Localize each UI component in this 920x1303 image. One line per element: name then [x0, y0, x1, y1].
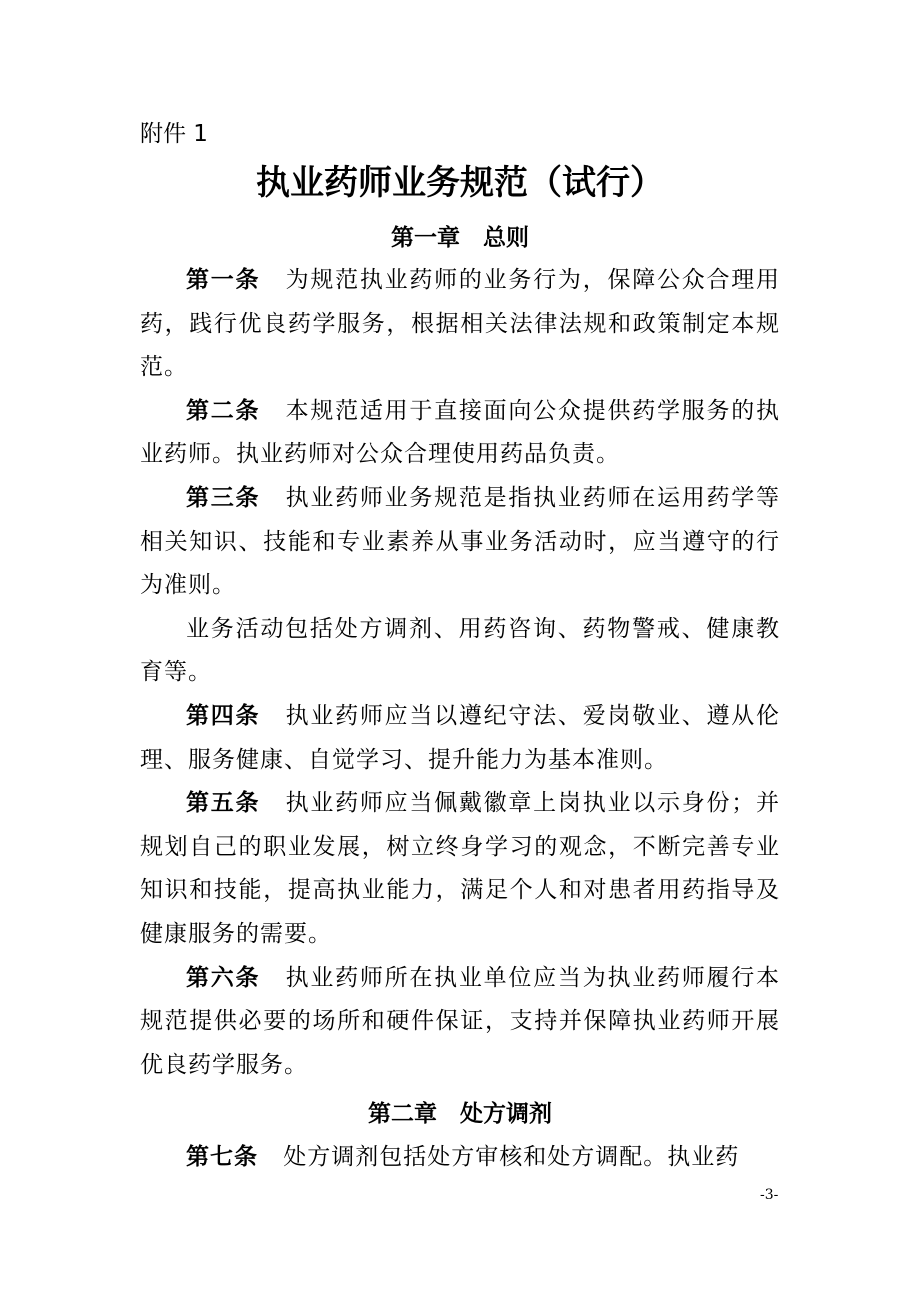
article-label: 第一条: [186, 267, 261, 293]
chapter-1-heading: 第一章 总则: [391, 225, 529, 251]
article-label: 第四条: [186, 702, 261, 729]
article-6: [140, 957, 780, 1088]
article-text: 执业药师应当佩戴徽章上岗执业以示身份；并规划自己的职业发展，树立终身学习的观念，不断完善专业知识和技能，提高执业能力，满足个人和对患者用药指导及健康服务的需要。: [140, 790, 781, 947]
chapter-1-body: [140, 259, 780, 1087]
article-2: [140, 390, 780, 477]
article-5: [140, 782, 780, 956]
article-label: 第六条: [186, 964, 261, 991]
article-3-continuation: [140, 608, 780, 695]
article-4: [140, 695, 780, 782]
article-text: 业务活动包括处方调剂、用药咨询、药物警戒、健康教育等。: [140, 615, 780, 686]
article-text: 本规范适用于直接面向公众提供药学服务的执业药师。执业药师对公众合理使用药品负责。: [140, 397, 781, 468]
article-text: 处方调剂包括处方审核和处方调配。执业药: [283, 1144, 740, 1170]
article-3: [140, 477, 780, 608]
chapter-2-heading: 第二章 处方调剂: [368, 1101, 552, 1127]
article-7: [140, 1136, 780, 1180]
article-text: 执业药师所在执业单位应当为执业药师履行本规范提供必要的场所和硬件保证，支持并保障执业药师开展优良药学服务。: [140, 964, 781, 1078]
article-label: 第五条: [186, 790, 261, 817]
attachment-label: 附件 1: [140, 121, 208, 147]
chapter-2-body: [140, 1136, 780, 1180]
article-text: 执业药师应当以遵纪守法、爱岗敬业、遵从伦理、服务健康、自觉学习、提升能力为基本准则。: [140, 702, 781, 773]
article-text: 为规范执业药师的业务行为，保障公众合理用药，践行优良药学服务，根据相关法律法规和政策制定本规范。: [140, 267, 781, 381]
article-text: 执业药师业务规范是指执业药师在运用药学等相关知识、技能和专业素养从事业务活动时，应当遵守的行为准则。: [140, 484, 781, 599]
document-title: 执业药师业务规范（试行）: [256, 163, 664, 203]
article-label: 第七条: [186, 1144, 258, 1170]
article-label: 第三条: [186, 484, 261, 511]
article-1: [140, 259, 780, 390]
page-number: -3-: [760, 1187, 779, 1203]
article-label: 第二条: [186, 397, 261, 424]
